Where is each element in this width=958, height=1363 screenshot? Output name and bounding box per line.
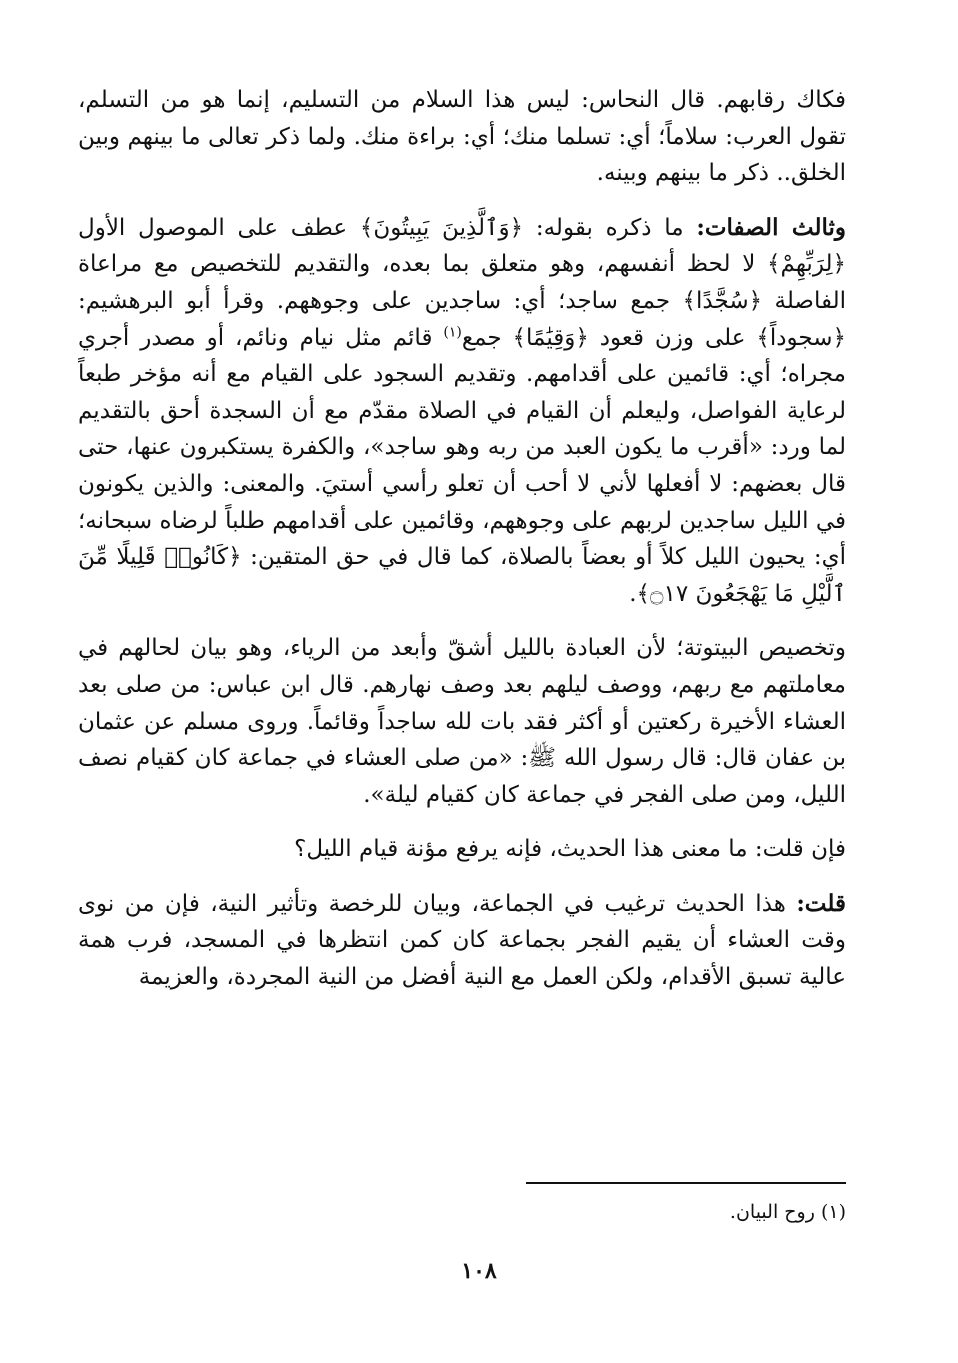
footnote [446, 1198, 846, 1226]
quran-quote-5: ﴿وَقِيَٰمًا﴾ [512, 324, 589, 351]
quran-quote-4: ﴿سجوداً﴾ [756, 324, 846, 351]
footnote-reference[interactable]: (١) [443, 323, 462, 340]
paragraph-5-heading: قلت: [796, 889, 846, 917]
quran-quote-6: ﴿كَانُوا۟ قَلِيلًا مِّنَ ٱلَّيْلِ مَا يَهْجَعُونَ ۝١٧﴾ [78, 544, 846, 607]
paragraph-3 [78, 630, 846, 813]
paragraph-2 [78, 210, 846, 613]
paragraph-2-text-c: لا لحظ أنفسهم، وهو متعلق بما بعده، والتقديم للتخصيص مع مراعاة الفاصلة [78, 251, 847, 314]
paragraph-2-text-f: جمع [461, 324, 513, 351]
footnote-text: روح البيان. [729, 1201, 821, 1223]
paragraph-2-text-d: جمع ساجد؛ أي: ساجدين على وجوههم. وقرأ أبو البرهشيم: [78, 287, 683, 314]
paragraph-2-text-h: . [629, 580, 637, 607]
quran-quote-3: ﴿سُجَّدًا﴾ [682, 287, 763, 314]
paragraph-2-text-b: عطف على الموصول الأول [78, 214, 360, 241]
page-body [78, 82, 846, 996]
footnote-divider [526, 1182, 846, 1184]
paragraph-1 [78, 82, 846, 192]
paragraph-3-text: وتخصيص البيتوتة؛ لأن العبادة بالليل أشقّ وأبعد من الرياء، وهو بيان لحالهم في معاملتهم مع ربهم، ووصف ليلهم بعد وصف نهارهم. قال ابن عباس: من صلى بعد العشاء الأخيرة ركعتين أو أكثر فقد بات لله ساجداً وقائماً. وروى مسلم عن عثمان بن عفان قال: قال رسول الله ﷺ: «من صلى العشاء في جماعة كان كقيام نصف الليل، ومن صلى الفجر في جماعة كان كقيام ليلة». [78, 635, 846, 808]
paragraph-4-question [78, 831, 846, 868]
page-number: ١٠٨ [461, 1258, 497, 1284]
quran-quote-2: ﴿لِرَبِّهِمْ﴾ [767, 251, 846, 278]
paragraph-2-text-a: ما ذكره بقوله: [523, 214, 697, 241]
paragraph-2-heading: وثالث الصفات: [696, 213, 846, 241]
paragraph-1-text: فكاك رقابهم. قال النحاس: ليس هذا السلام من التسليم، إنما هو من التسلم، تقول العرب: سلاماً؛ أي: تسلما منك؛ أي: براءة منك. ولما ذكر تعالى ما بينهم وبين الخلق.. ذكر ما بينهم وبينه. [78, 87, 846, 187]
paragraph-2-text-g: قائم مثل نيام ونائم، أو مصدر أجري مجراه؛ أي: قائمين على أقدامهم. وتقديم السجود على القيام مع أنه مؤخر طبعاً لرعاية الفواصل، وليعلم أن القيام في الصلاة مقدّم مع أن السجدة أحق بالتقديم لما ورد: «أقرب ما يكون العبد من ربه وهو ساجد»، والكفرة يستكبرون عنها، حتى قال بعضهم: لا أفعلها لأني لا أحب أن تعلو رأسي أستيَ. والمعنى: والذين يكونون في الليل ساجدين لربهم على وجوههم، وقائمين على أقدامهم طلباً لرضاه سبحانه؛ أي: يحيون الليل كلاً أو بعضاً بالصلاة، كما قال في حق المتقين: [78, 324, 847, 571]
paragraph-5-answer [78, 886, 846, 996]
paragraph-4-text: فإن قلت: ما معنى هذا الحديث، فإنه يرفع مؤنة قيام الليل؟ [294, 836, 846, 863]
paragraph-5-text: هذا الحديث ترغيب في الجماعة، وبيان للرخصة وتأثير النية، فإن من نوى وقت العشاء أن يقيم الفجر بجماعة كان كمن انتظرها في المسجد، فرب همة عالية تسبق الأقدام، ولكن العمل مع النية أفضل من النية المجردة، والعزيمة [78, 890, 846, 991]
paragraph-2-text-e: على وزن قعود [588, 324, 757, 351]
quran-quote-1: ﴿وَٱلَّذِينَ يَبِيتُونَ﴾ [359, 214, 524, 241]
footnote-marker: (١) [820, 1201, 846, 1223]
